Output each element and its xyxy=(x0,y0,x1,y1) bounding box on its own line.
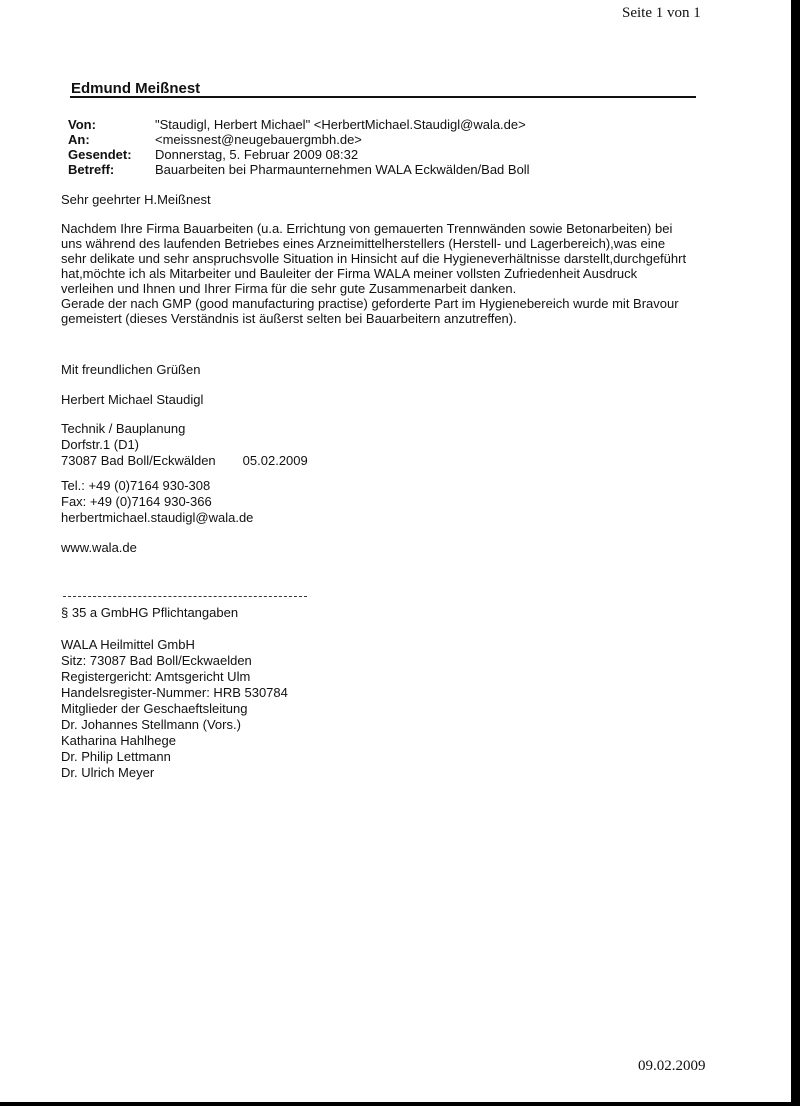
footer-date: 09.02.2009 xyxy=(638,1058,706,1074)
sender-name: Edmund Meißnest xyxy=(71,80,201,97)
closing: Mit freundlichen Grüßen xyxy=(61,362,201,377)
city-line xyxy=(61,453,308,469)
website: www.wala.de xyxy=(61,540,137,555)
signature-date: 05.02.2009 xyxy=(242,453,308,468)
header-to-value: <meissnest@neugebauergmbh.de> xyxy=(155,132,362,147)
header-from-row xyxy=(68,117,530,132)
legal-line: Handelsregister-Nummer: HRB 530784 xyxy=(61,685,288,700)
body-line: verleihen und Ihnen und Ihrer Firma für die sehr gute Zusammenarbeit danken. xyxy=(61,281,517,296)
title-rule xyxy=(70,96,696,98)
header-subject-value: Bauarbeiten bei Pharmaunternehmen WALA Eckwälden/Bad Boll xyxy=(155,162,530,177)
header-to-row xyxy=(68,132,530,147)
header-subject-label: Betreff: xyxy=(68,162,115,177)
department: Technik / Bauplanung xyxy=(61,421,186,436)
header-sent-label: Gesendet: xyxy=(68,147,132,162)
body-line: gemeistert (dieses Verständnis ist äußerst selten bei Bauarbeitern anzutreffen). xyxy=(61,311,517,326)
header-sent-row xyxy=(68,147,530,162)
header-to-label: An: xyxy=(68,132,90,147)
signature-name: Herbert Michael Staudigl xyxy=(61,392,204,407)
greeting: Sehr geehrter H.Meißnest xyxy=(61,192,211,207)
header-subject-row xyxy=(68,162,530,177)
scan-edge-right xyxy=(791,0,800,1106)
legal-title: § 35 a GmbHG Pflichtangaben xyxy=(61,605,239,620)
phone: Tel.: +49 (0)7164 930-308 xyxy=(61,478,211,493)
fax: Fax: +49 (0)7164 930-366 xyxy=(61,494,212,509)
body-line: Nachdem Ihre Firma Bauarbeiten (u.a. Errichtung von gemauerten Trennwänden sowie Betonarbeiten) bei xyxy=(61,221,673,236)
scan-edge-bottom xyxy=(0,1102,800,1106)
header-from-value: "Staudigl, Herbert Michael" <HerbertMichael.Staudigl@wala.de> xyxy=(155,117,526,132)
body-line: uns während des laufenden Betriebes eines Arzneimittelherstellers (Herstell- und Lagerbereich),was eine xyxy=(61,236,666,251)
contact-info xyxy=(61,478,253,526)
separator-line xyxy=(63,596,307,597)
email-header xyxy=(68,117,530,177)
page-number: Seite 1 von 1 xyxy=(622,5,701,21)
message-body xyxy=(61,221,711,326)
email-address: herbertmichael.staudigl@wala.de xyxy=(61,510,254,525)
header-sent-value: Donnerstag, 5. Februar 2009 08:32 xyxy=(155,147,359,162)
legal-line: Mitglieder der Geschaeftsleitung xyxy=(61,701,248,716)
legal-line: Katharina Hahlhege xyxy=(61,733,176,748)
legal-line: Dr. Ulrich Meyer xyxy=(61,765,155,780)
body-line: sehr delikate und sehr anspruchsvolle Situation in Hinsicht auf die Hygieneverhältnisse darstellt,durchgeführt xyxy=(61,251,687,266)
body-line: hat,möchte ich als Mitarbeiter und Bauleiter der Firma WALA meiner vollsten Zufriedenheit Ausdruck xyxy=(61,266,638,281)
header-from-label: Von: xyxy=(68,117,96,132)
signature-address xyxy=(61,421,308,469)
legal-info xyxy=(61,637,288,781)
legal-line: WALA Heilmittel GmbH xyxy=(61,637,195,652)
city: 73087 Bad Boll/Eckwälden xyxy=(61,453,216,468)
street: Dorfstr.1 (D1) xyxy=(61,437,140,452)
legal-line: Dr. Johannes Stellmann (Vors.) xyxy=(61,717,241,732)
legal-line: Dr. Philip Lettmann xyxy=(61,749,171,764)
legal-line: Registergericht: Amtsgericht Ulm xyxy=(61,669,251,684)
body-line: Gerade der nach GMP (good manufacturing practise) geforderte Part im Hygienebereich wurde mit Bravour xyxy=(61,296,679,311)
legal-line: Sitz: 73087 Bad Boll/Eckwaelden xyxy=(61,653,252,668)
